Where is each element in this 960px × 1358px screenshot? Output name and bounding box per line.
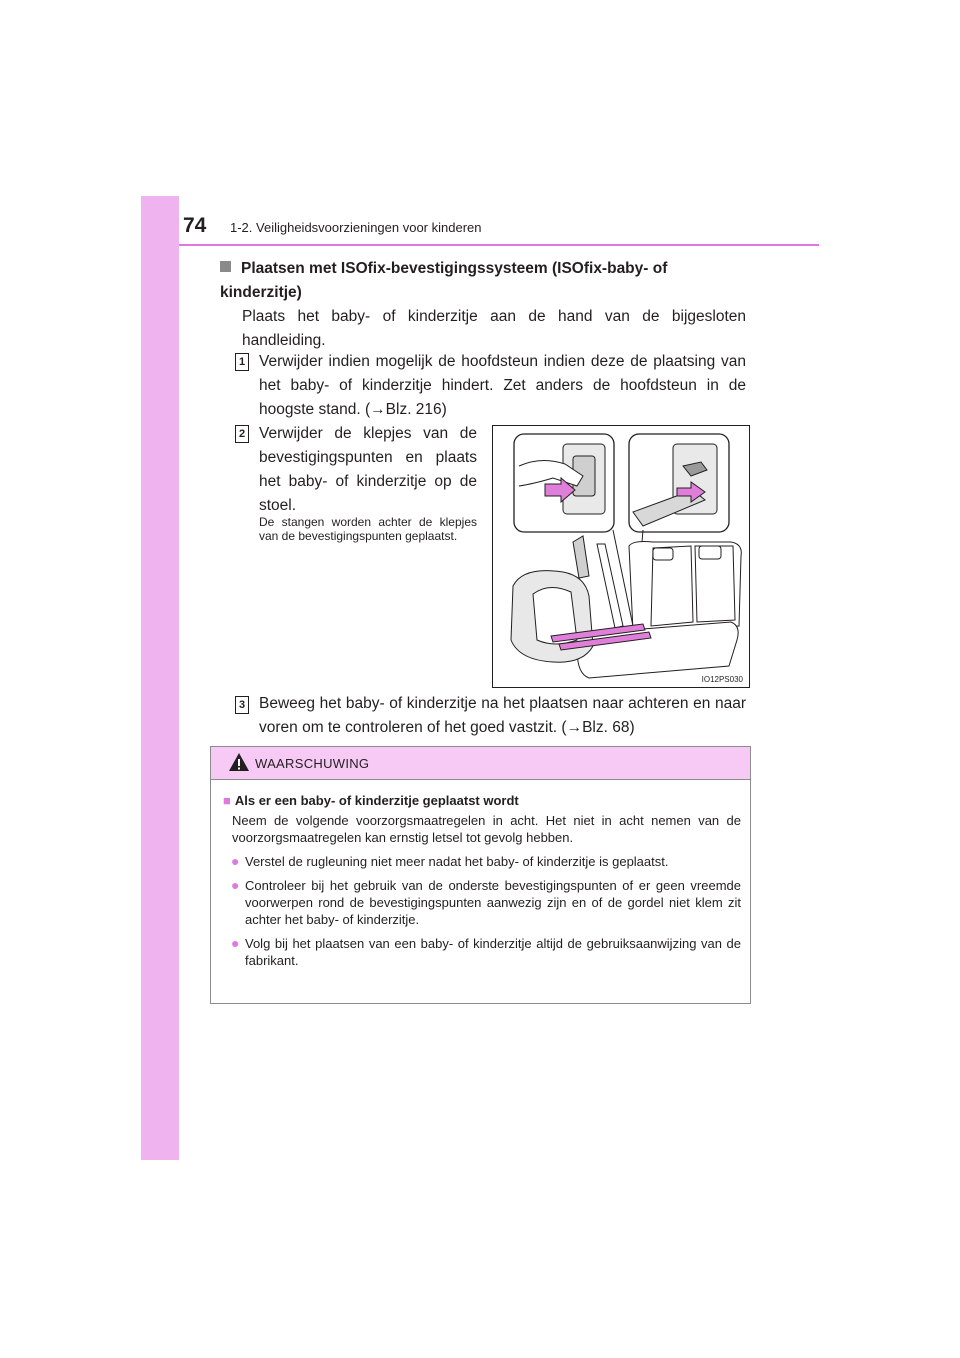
warning-box	[210, 746, 751, 1004]
warning-triangle-icon	[228, 752, 250, 772]
warning-text: Neem de volgende voorzorgsmaatregelen in acht. Het niet in acht nemen van de voorzorgsmaatregelen kan ernstig letsel tot gevolg hebben.	[232, 813, 741, 845]
bullet-dot-icon: ●	[231, 877, 240, 893]
section-heading-text: Plaatsen met ISOfix-bevestigingssysteem (ISOfix-baby- of kinderzitje)	[220, 260, 668, 301]
step-3-text: Beweeg het baby- of kinderzitje na het plaatsen naar achteren en naar voren om te controleren of het goed vastzit. (→Blz. 68)	[259, 695, 746, 736]
warning-header	[211, 747, 750, 780]
section-header: 1-2. Veiligheidsvoorzieningen voor kinderen	[230, 220, 482, 235]
intro-paragraph: Plaats het baby- of kinderzitje aan de hand van de bijgesloten handleiding.	[242, 308, 746, 349]
step-number-1: 1	[235, 353, 249, 371]
step-number-2: 2	[235, 425, 249, 443]
step-2-text: Verwijder de klepjes van de bevestigingspunten en plaats het baby- of kinderzitje op de stoel.	[259, 425, 477, 514]
side-tab	[141, 196, 179, 1160]
step-number-3: 3	[235, 696, 249, 714]
page-number: 74	[183, 214, 207, 237]
warning-bullet-text: Controleer bij het gebruik van de onderste bevestigingspunten of er geen vreemde voorwerpen rond de bevestigingspunten aanwezig zijn en of de gordel niet klem zit achter het baby- of kinderzitje.	[245, 878, 741, 927]
warning-subheading-text: Als er een baby- of kinderzitje geplaatst wordt	[234, 793, 519, 808]
warning-bullet	[223, 877, 741, 928]
figure-code: IO12PS030	[701, 675, 743, 684]
warning-bullet-text: Verstel de rugleuning niet meer nadat het baby- of kinderzitje is geplaatst.	[245, 854, 669, 869]
warning-bullet	[223, 935, 741, 969]
isofix-illustration	[492, 425, 750, 688]
child-seat-installation-drawing	[493, 426, 749, 687]
section-heading	[220, 257, 746, 305]
warning-bullet-text: Volg bij het plaatsen van een baby- of kinderzitje altijd de gebruiksaanwijzing van de fabrikant.	[245, 936, 741, 968]
step-1-text: Verwijder indien mogelijk de hoofdsteun indien deze de plaatsing van het baby- of kinderzitje hindert. Zet anders de hoofdsteun in de hoogste stand. (→Blz. 216)	[259, 353, 746, 418]
warning-bullet	[223, 853, 741, 870]
bullet-dot-icon: ●	[231, 935, 240, 951]
bullet-dot-icon: ●	[231, 853, 240, 869]
warning-body	[223, 792, 741, 969]
warning-title: WAARSCHUWING	[255, 756, 370, 771]
header-rule	[179, 244, 819, 246]
warning-subheading	[223, 792, 741, 809]
step-2-note: De stangen worden achter de klepjes van de bevestigingspunten geplaatst.	[259, 515, 477, 543]
square-bullet-icon	[220, 261, 231, 272]
square-bullet-icon: ■	[223, 793, 231, 808]
